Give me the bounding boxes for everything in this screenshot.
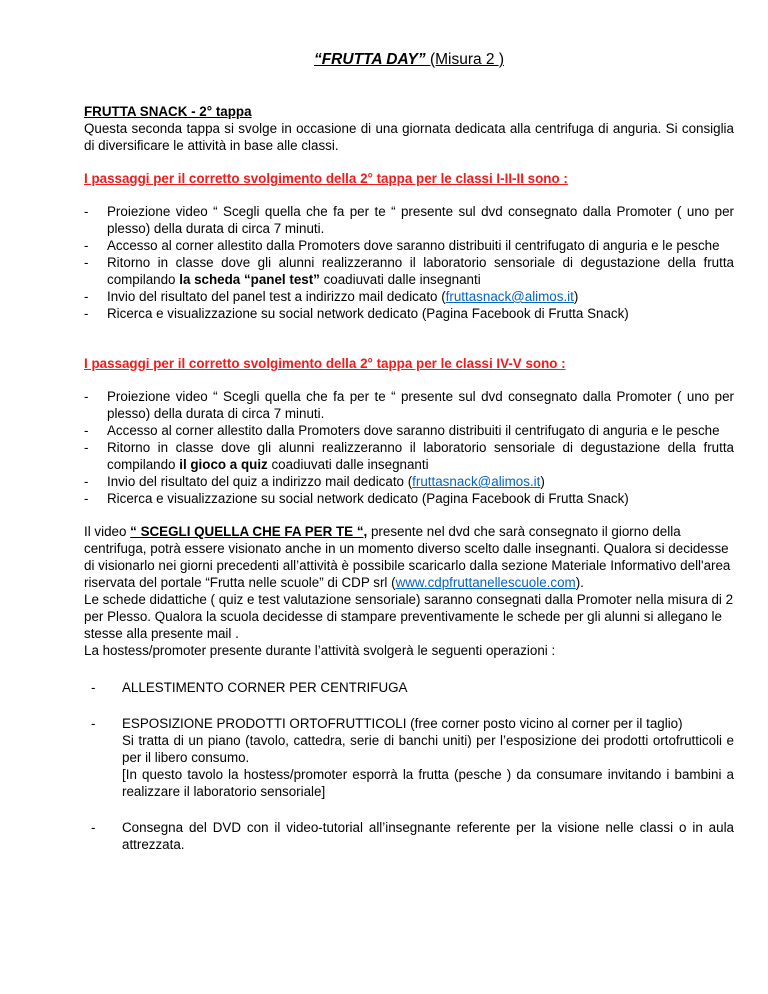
item-bold-text: il gioco a quiz: [179, 457, 268, 472]
website-link[interactable]: www.cdpfruttanellescuole.com: [395, 575, 576, 590]
operation-title: - ESPOSIZIONE PRODOTTI ORTOFRUTTICOLI (free corner posto vicino al corner per il taglio): [122, 716, 683, 731]
video-title: “ SCEGLI QUELLA CHE FA PER TE “,: [130, 524, 368, 539]
body-text: [84, 523, 734, 659]
section-frutta-snack: [84, 103, 734, 154]
list-item: - Consegna del DVD con il video-tutorial all’insegnante referente per la visione nelle classi o in aula attrezzata.: [91, 819, 734, 853]
steps-list-classes-4-5: [84, 388, 734, 507]
list-item: - Proiezione video “ Scegli quella che fa per te “ presente sul dvd consegnato dalla Promoter ( uno per plesso) della durata di circa 7 minuti.: [84, 388, 734, 422]
paragraph-text: ).: [575, 575, 584, 590]
item-text: Invio del risultato del quiz a indirizzo mail dedicato (: [107, 474, 413, 489]
item-text: ): [540, 474, 545, 489]
item-text: coadiuvati dalle insegnanti: [319, 272, 481, 287]
list-item: - Accesso al corner allestito dalla Promoters dove saranno distribuiti il centrifugato di anguria e le pesche: [84, 237, 734, 254]
list-item: - Ricerca e visualizzazione su social network dedicato (Pagina Facebook di Frutta Snack): [84, 305, 734, 322]
section-heading: FRUTTA SNACK - 2° tappa: [84, 104, 252, 119]
item-text: coadiuvati dalle insegnanti: [267, 457, 429, 472]
item-text: Ritorno in classe dove gli alunni realizzeranno il laboratorio sensoriale di degustazione della frutta compilando: [107, 255, 734, 287]
document-title: [84, 51, 734, 71]
paragraph-text: Il video: [84, 524, 131, 539]
list-item: [84, 439, 734, 473]
document-page: [84, 0, 734, 853]
item-text: Ritorno in classe dove gli alunni realizzeranno il laboratorio sensoriale di degustazione della frutta compilando: [107, 440, 734, 472]
email-link[interactable]: fruttasnack@alimos.it: [445, 289, 574, 304]
operation-note: [In questo tavolo la hostess/promoter esporrà la frutta (pesche ) da consumare invitando i bambini a realizzare il laboratorio sensoriale]: [122, 767, 734, 799]
list-item: - Accesso al corner allestito dalla Promoters dove saranno distribuiti il centrifugato di anguria e le pesche: [84, 422, 734, 439]
worksheets-paragraph: Le schede didattiche ( quiz e test valutazione sensoriale) saranno consegnati dalla Promoter nella misura di 2 per Plesso. Qualora la scuola decidesse di stampare preventivamente le schede per gli alunni si allegano le stesse alla presente mail .: [84, 592, 734, 641]
list-item: [84, 473, 734, 490]
list-item: - Proiezione video “ Scegli quella che fa per te “ presente sul dvd consegnato dalla Promoter ( uno per plesso) della durata di circa 7 minuti.: [84, 203, 734, 237]
steps-heading-classes-1-3: I passaggi per il corretto svolgimento della 2° tappa per le classi I-II-II sono :: [84, 171, 568, 186]
list-item: [84, 288, 734, 305]
email-link[interactable]: fruttasnack@alimos.it: [412, 474, 541, 489]
steps-list-classes-1-3: [84, 203, 734, 322]
list-item: [84, 254, 734, 288]
title-sub: (Misura 2 ): [429, 51, 505, 68]
item-bold-text: la scheda “panel test”: [179, 272, 320, 287]
list-item: - Ricerca e visualizzazione su social network dedicato (Pagina Facebook di Frutta Snack): [84, 490, 734, 507]
list-item: - ALLESTIMENTO CORNER PER CENTRIFUGA: [91, 679, 734, 696]
section-intro: Questa seconda tappa si svolge in occasione di una giornata dedicata alla centrifuga di anguria. Si consiglia di diversificare le attività in base alle classi.: [84, 121, 734, 153]
item-text: ): [573, 289, 579, 304]
operation-description: Si tratta di un piano (tavolo, cattedra, serie di banchi uniti) per l’esposizione dei prodotti ortofrutticoli e per il libero consumo.: [122, 733, 734, 765]
steps-heading-classes-4-5: I passaggi per il corretto svolgimento della 2° tappa per le classi IV-V sono :: [84, 356, 566, 371]
video-paragraph: [84, 523, 734, 591]
list-item: [91, 715, 734, 800]
title-main: “FRUTTA DAY”: [313, 51, 426, 68]
paragraph-text: presente nel dvd che sarà consegnato il giorno della centrifuga, potrà essere visionato anche in un momento diverso scelto dalle insegnanti. Qualora si decidesse di visionarlo nei giorni precedenti all’attività è possibile scaricarlo dalla sezione Materiale Informativo dell'area riservata del portale “Frutta nelle scuole” di CDP srl (: [84, 524, 731, 590]
operations-intro: La hostess/promoter presente durante l’attività svolgerà le seguenti operazioni :: [84, 643, 556, 658]
item-text: Invio del risultato del panel test a indirizzo mail dedicato (: [107, 289, 446, 304]
operations-list: [84, 679, 734, 853]
